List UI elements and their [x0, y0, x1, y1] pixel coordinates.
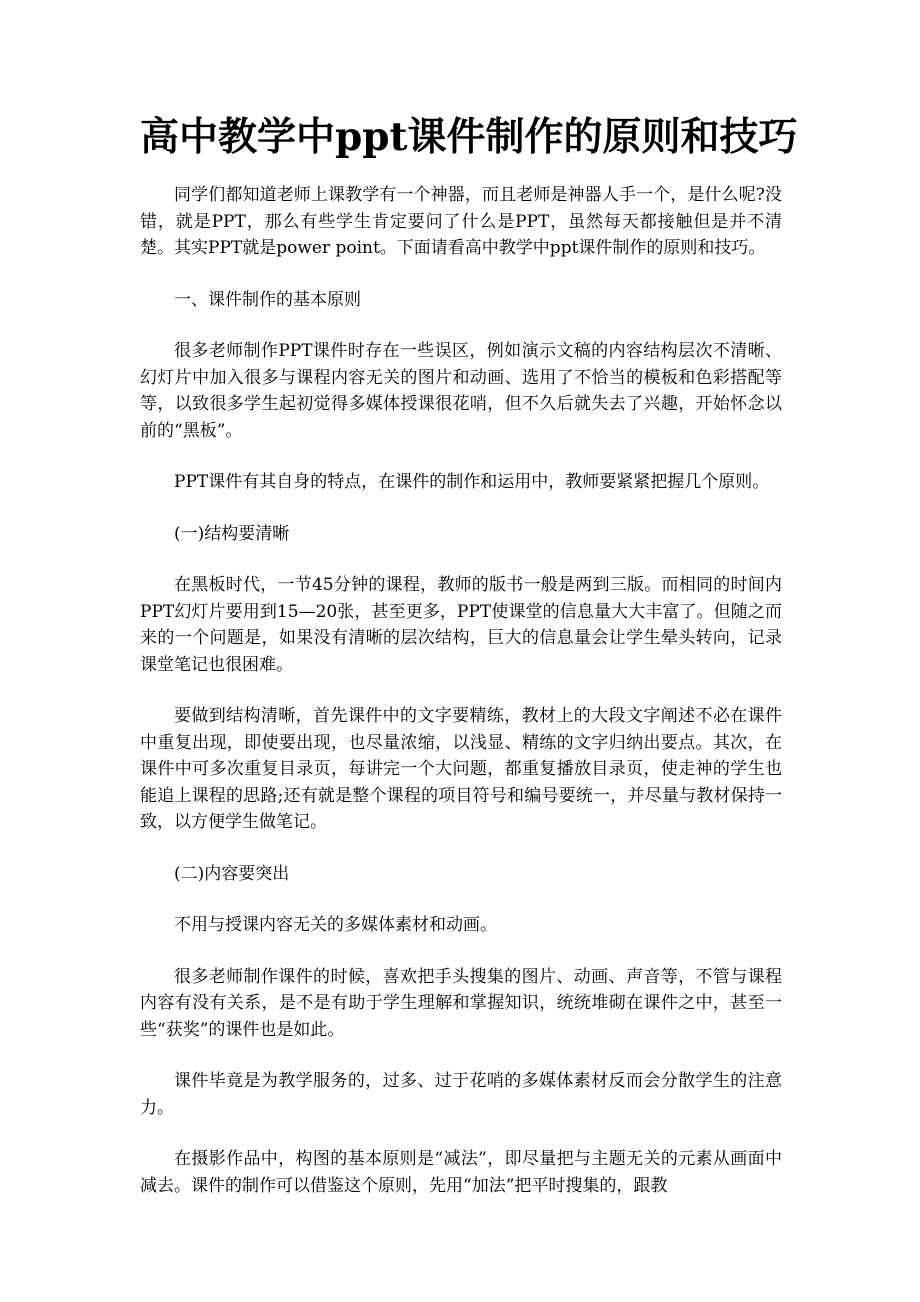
body-paragraph: 很多老师制作PPT课件时存在一些误区，例如演示文稿的内容结构层次不清晰、幻灯片中加入很多与课程内容无关的图片和动画、选用了不恰当的模板和色彩搭配等等，以致很多学生起初觉得多媒体授课很花哨，但不久后就失去了兴趣，开始怀念以前的“黑板”。 [140, 341, 782, 441]
document-title: 高中教学中ppt课件制作的原则和技巧 [140, 114, 798, 160]
document-body [140, 182, 782, 1199]
section-heading: 一、课件制作的基本原则 [174, 289, 361, 310]
body-paragraph: 在黑板时代，一节45分钟的课程，教师的版书一般是两到三版。而相同的时间内PPT幻灯片要用到15—20张，甚至更多，PPT使课堂的信息量大大丰富了。但随之而来的一个问题是，如果没有清晰的层次结构，巨大的信息量会让学生晕头转向，记录课堂笔记也很困难。 [140, 575, 782, 675]
document-page [140, 110, 798, 1224]
body-paragraph: 在摄影作品中，构图的基本原则是“减法”，即尽量把与主题无关的元素从画面中减去。课件的制作可以借鉴这个原则，先用“加法”把平时搜集的，跟教 [140, 1149, 782, 1196]
body-paragraph: 很多老师制作课件的时候，喜欢把手头搜集的图片、动画、声音等，不管与课程内容有没有关系，是不是有助于学生理解和掌握知识，统统堆砌在课件之中，甚至一些“获奖”的课件也是如此。 [140, 966, 782, 1040]
section-heading: (二)内容要突出 [174, 863, 290, 884]
body-paragraph: 课件毕竟是为教学服务的，过多、过于花哨的多媒体素材反而会分散学生的注意力。 [140, 1071, 782, 1118]
body-paragraph: 要做到结构清晰，首先课件中的文字要精练，教材上的大段文字阐述不必在课件中重复出现，即使要出现，也尽量浓缩，以浅显、精练的文字归纳出要点。其次，在课件中可多次重复目录页，每讲完一个大问题，都重复播放目录页，使走神的学生也能追上课程的思路;还有就是整个课程的项目符号和编号要统一，并尽量与教材保持一致，以方便学生做笔记。 [140, 706, 782, 832]
section-heading: (一)结构要清晰 [174, 523, 290, 544]
body-paragraph: PPT课件有其自身的特点，在课件的制作和运用中，教师要紧紧把握几个原则。 [174, 472, 770, 492]
body-paragraph: 同学们都知道老师上课教学有一个神器，而且老师是神器人手一个，是什么呢?没错，就是PPT，那么有些学生肯定要问了什么是PPT，虽然每天都接触但是并不清楚。其实PPT就是power point。下面请看高中教学中ppt课件制作的原则和技巧。 [140, 185, 782, 258]
body-paragraph: 不用与授课内容无关的多媒体素材和动画。 [174, 915, 497, 935]
